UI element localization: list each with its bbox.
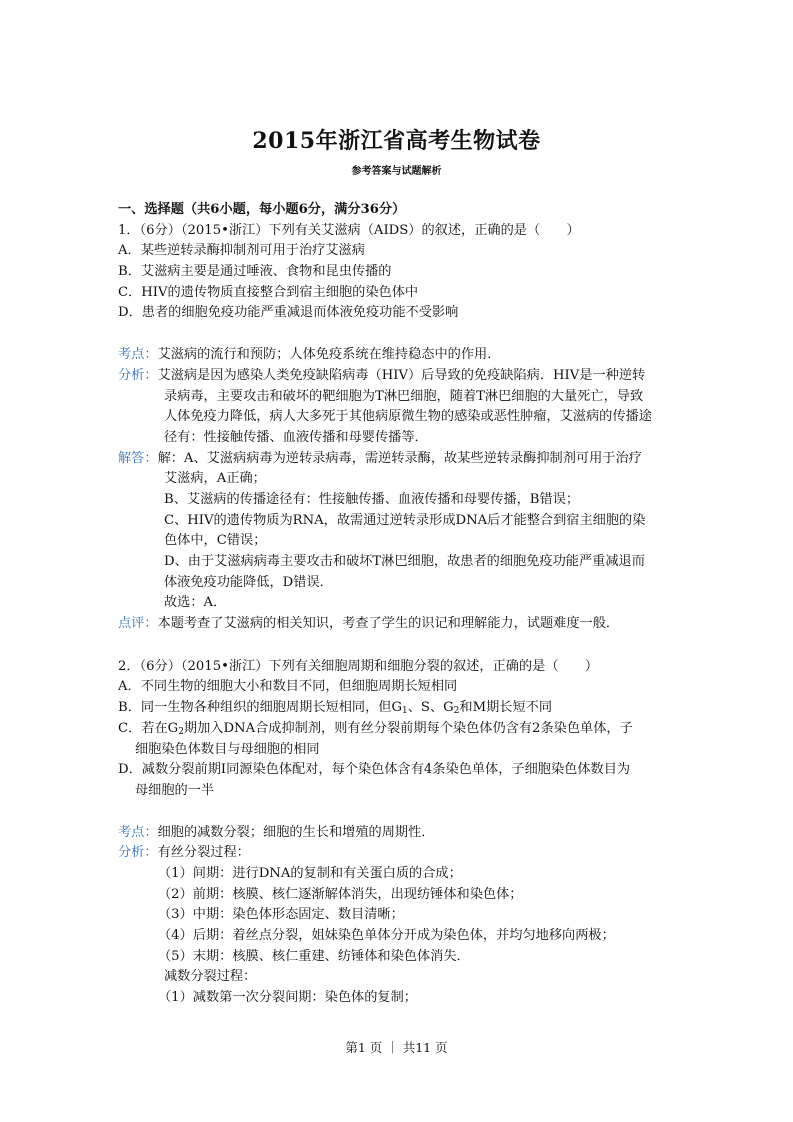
q1-stem: 1．（6分）（2015•浙江）下列有关艾滋病（AIDS）的叙述，正确的是（ ） [118, 222, 580, 238]
q1-option-b: B．艾滋病主要是通过唾液、食物和昆虫传播的 [118, 264, 392, 280]
document-body [118, 200, 678, 1009]
q2-step: （4）后期：着丝点分裂，姐妹染色单体分开成为染色体，并均匀地移向两极； [158, 928, 615, 943]
page-subtitle: 参考答案与试题解析 [351, 166, 442, 177]
kaodian-label: 考点： [118, 824, 158, 840]
q1-jieda-line: D、由于艾滋病病毒主要攻击和破坏T淋巴细胞，故患者的细胞免疫功能严重减退而 [164, 554, 645, 569]
q2-option-c: C．若在$G_2$期加入DNA合成抑制剂，则有丝分裂前期每个染色体仍含有2条染色单体，子 [118, 720, 633, 737]
q2-meiosis-title: 减数分裂过程： [164, 969, 257, 985]
q1-jieda-line: 色体中，C错误； [164, 533, 267, 549]
q2-step: （1）间期：进行DNA的复制和有关蛋白质的合成； [158, 865, 462, 881]
q1-jieda: 解答：解：A、艾滋病病毒为逆转录病毒，需逆转录酶，故某些逆转录酶抑制剂可用于治疗 [118, 450, 642, 466]
q1-jieda-line: C、HIV的遗传物质为RNA，故需通过逆转录形成DNA后才能整合到宿主细胞的染 [164, 512, 646, 528]
q1-dianping: 点评：本题考查了艾滋病的相关知识，考查了学生的识记和理解能力，试题难度一般． [118, 616, 620, 632]
section-heading: 一、选择题（共6小题，每小题6分，满分36分） [118, 202, 406, 217]
q2-option-d: D．减数分裂前期Ⅰ同源染色体配对，每个染色体含有4条染色单体，子细胞染色体数目为 [118, 762, 631, 778]
q2-fenxi: 分析：有丝分裂过程： [118, 845, 250, 861]
q1-jieda-line: 体液免疫功能降低，D错误． [164, 574, 333, 590]
page-footer: 第1 页 ｜ 共11 页 [345, 1040, 448, 1055]
q1-jieda-line: B、艾滋病的传播途径有：性接触传播、血液传播和母婴传播，B错误； [164, 491, 580, 507]
q1-kaodian: 考点：艾滋病的流行和预防；人体免疫系统在维持稳态中的作用． [118, 347, 501, 363]
q1-jieda-line: 艾滋病，A正确； [164, 471, 266, 487]
page-title: 2015年浙江省高考生物试卷 [252, 128, 541, 154]
q1-option-a: A．某些逆转录酶抑制剂可用于治疗艾滋病 [118, 243, 365, 259]
q2-option-c-cont: 细胞染色体数目与母细胞的相同 [135, 741, 320, 757]
q2-kaodian: 考点：细胞的减数分裂；细胞的生长和增殖的周期性． [118, 824, 435, 840]
jieda-label: 解答： [118, 450, 158, 466]
q2-option-a: A．不同生物的细胞大小和数目不同，但细胞周期长短相同 [118, 679, 458, 695]
q1-fenxi-line: 径有：性接触传播、血液传播和母婴传播等． [164, 429, 428, 445]
q2-stem: 2．（6分）（2015•浙江）下列有关细胞周期和细胞分裂的叙述，正确的是（ ） [118, 658, 599, 674]
fenxi-label: 分析： [118, 845, 158, 861]
q1-fenxi: 分析：艾滋病是因为感染人类免疫缺陷病毒（HIV）后导致的免疫缺陷病．HIV是一种逆转 [118, 367, 646, 383]
q2-option-b: B．同一生物各种组织的细胞周期长短相同，但$G_1$、S、$G_2$和M期长短不同 [118, 700, 553, 717]
q2-step: （3）中期：染色体形态固定、数目清晰； [158, 907, 404, 923]
q1-option-d: D．患者的细胞免疫功能严重减退而体液免疫功能不受影响 [118, 305, 459, 321]
q1-fenxi-line: 录病毒，主要攻击和破坏的靶细胞为T淋巴细胞，随着T淋巴细胞的大量死亡，导致 [164, 388, 644, 404]
q1-option-c: C．HIV的遗传物质直接整合到宿主细胞的染色体中 [118, 284, 419, 300]
q2-meiosis-step: （1）减数第一次分裂间期：染色体的复制； [158, 990, 417, 1006]
q2-step: （5）末期：核膜、核仁重建、纺锤体和染色体消失． [158, 948, 470, 964]
fenxi-label: 分析： [118, 367, 158, 383]
q2-step: （2）前期：核膜、核仁逐渐解体消失，出现纺锤体和染色体； [158, 886, 523, 902]
q1-jieda-line: 故选：A． [164, 595, 227, 611]
q2-option-d-cont: 母细胞的一半 [135, 782, 215, 798]
dianping-label: 点评： [118, 616, 158, 632]
q1-fenxi-line: 人体免疫力降低，病人大多死于其他病原微生物的感染或恶性肿瘤，艾滋病的传播途 [164, 409, 652, 425]
kaodian-label: 考点： [118, 347, 158, 363]
